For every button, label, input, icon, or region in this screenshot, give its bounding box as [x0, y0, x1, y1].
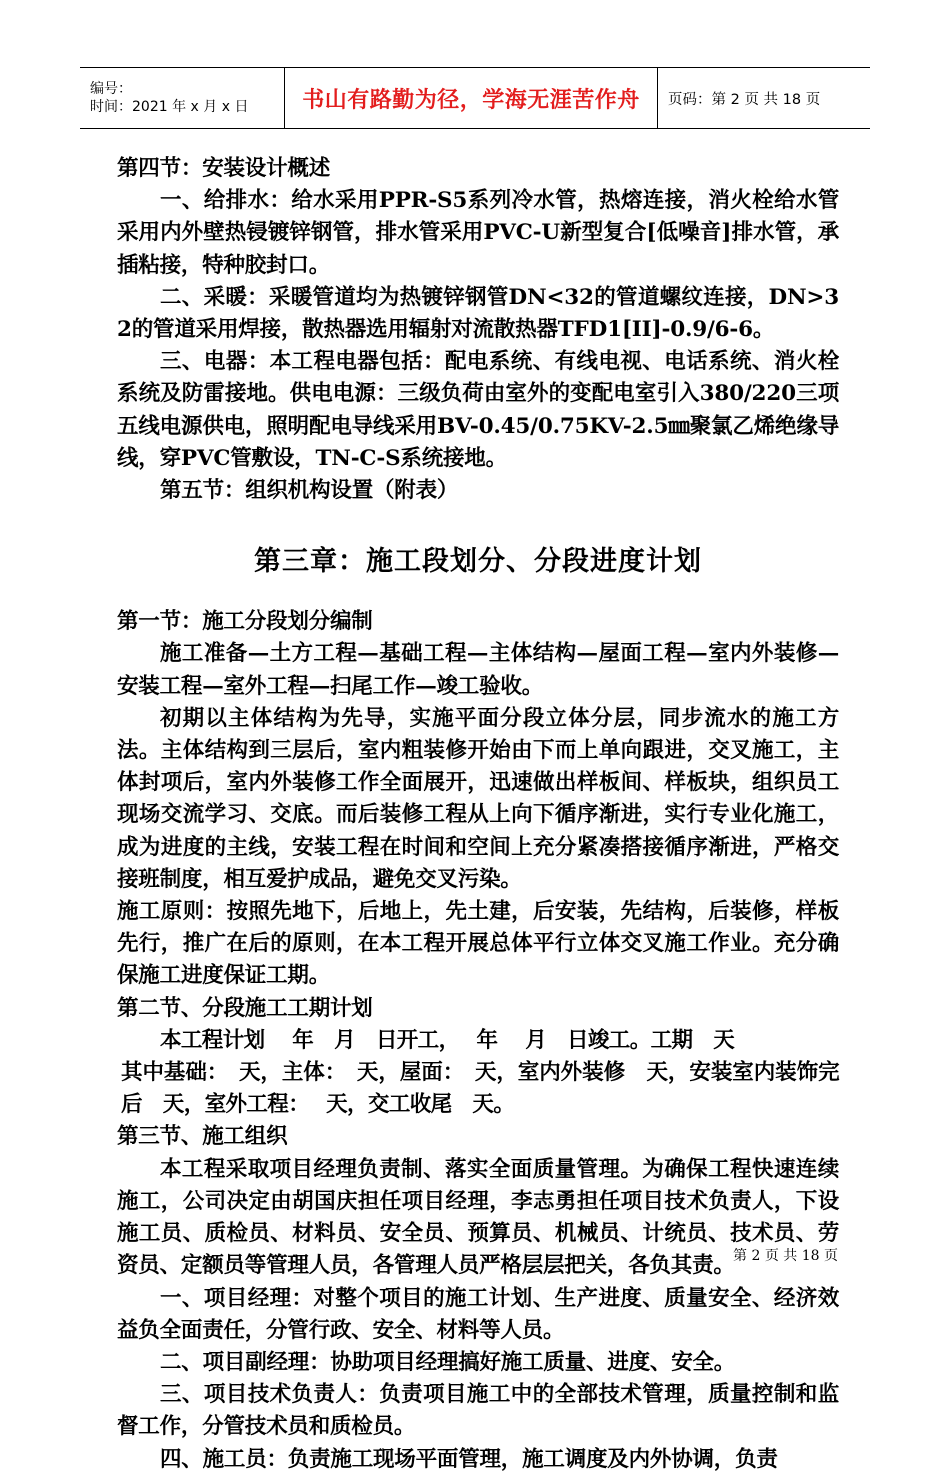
paragraph: 二、采暖：采暖管道均为热镀锌钢管DN<32的管道螺纹连接，DN>32的管道采用焊接，散热器选用辐射对流散热器TFD1[II]-0.9/6-6。: [117, 284, 839, 343]
paragraph: 一、项目经理：对整个项目的施工计划、生产进度、质量安全、经济效益负全面责任，分管行政、安全、材料等人员。: [117, 1285, 839, 1343]
page-header: [80, 67, 870, 129]
paragraph: 四、施工员：负责施工现场平面管理，施工调度及内外协调，负责: [160, 1446, 778, 1472]
number-label: 编号：: [90, 81, 132, 97]
paragraph: 本工程采取项目经理负责制、落实全面质量管理。为确保工程快速连续施工，公司决定由胡国庆担任项目经理，李志勇担任项目技术负责人，下设施工员、质检员、材料员、安全员、预算员、机械员、计统员、技术员、劳资员、定额员等管理人员，各管理人员严格层层把关，各负其责。: [117, 1156, 839, 1279]
paragraph: 施工原则：按照先地下，后地上，先土建，后安装，先结构，后装修，样板先行，推广在后的原则，在本工程开展总体平行立体交叉施工作业。充分确保施工进度保证工期。: [117, 899, 839, 989]
section-heading: 第二节、分段施工工期计划: [117, 995, 373, 1021]
motto: 书山有路勤为径，学海无涯苦作舟: [285, 68, 658, 128]
paragraph: 三、电器：本工程电器包括：配电系统、有线电视、电话系统、消火栓系统及防雷接地。供电电源：三级负荷由室外的变配电室引入380/220三项五线电源供电，照明配电导线采用BV-0.45/0.75KV-2.5㎜聚氯乙烯绝缘导线，穿PVC管敷设，TN-C-S系统接地。: [117, 349, 839, 471]
section-heading: 第四节：安装设计概述: [117, 156, 331, 181]
section-heading: 第一节：施工分段划分编制: [117, 609, 373, 635]
time-label: 时间：2021 年 x 月 x 日: [90, 99, 249, 115]
page-footer: 第 2 页 共 18 页: [733, 1248, 838, 1264]
header-meta: [80, 68, 285, 128]
document-body: [117, 153, 839, 1476]
paragraph: 施工准备—土方工程—基础工程—主体结构—屋面工程—室内外装修—安装工程—室外工程—扫尾工作—竣工验收。: [117, 641, 839, 699]
paragraph: 一、给排水：给水采用PPR-S5系列冷水管，热熔连接，消火栓给水管采用内外壁热锓镀锌钢管，排水管采用PVC-U新型复合[低噪音]排水管，承插粘接，特种胶封口。: [117, 188, 839, 278]
chapter-title: 第三章：施工段划分、分段进度计划: [254, 546, 702, 578]
paragraph: 三、项目技术负责人：负责项目施工中的全部技术管理，质量控制和监督工作，分管技术员和质检员。: [117, 1382, 839, 1440]
paragraph: 本工程计划 年 月 日开工， 年 月 日竣工。工期 天: [160, 1027, 735, 1053]
paragraph: 初期以主体结构为先导，实施平面分段立体分层，同步流水的施工方法。主体结构到三层后，室内粗装修开始由下而上单向跟进，交叉施工，主体封项后，室内外装修工作全面展开，迅速做出样板间、样板块，组织员工现场交流学习、交底。而后装修工程从上向下循序渐进，实行专业化施工，成为进度的主线，安装工程在时间和空间上充分紧凑搭接循序渐进，严格交接班制度，相互爱护成品，避免交叉污染。: [117, 705, 839, 892]
page-label: 页码：第 2 页 共 18 页: [668, 91, 821, 108]
paragraph: 其中基础： 天，主体： 天，屋面： 天，室内外装修 天，安装室内装饰完后 天，室外工程： 天，交工收尾 天。: [121, 1060, 839, 1118]
paragraph: 二、项目副经理：协助项目经理搞好施工质量、进度、安全。: [160, 1349, 736, 1375]
section-heading: 第三节、施工组织: [117, 1124, 288, 1150]
section-heading: 第五节：组织机构设置（附表）: [160, 478, 459, 504]
